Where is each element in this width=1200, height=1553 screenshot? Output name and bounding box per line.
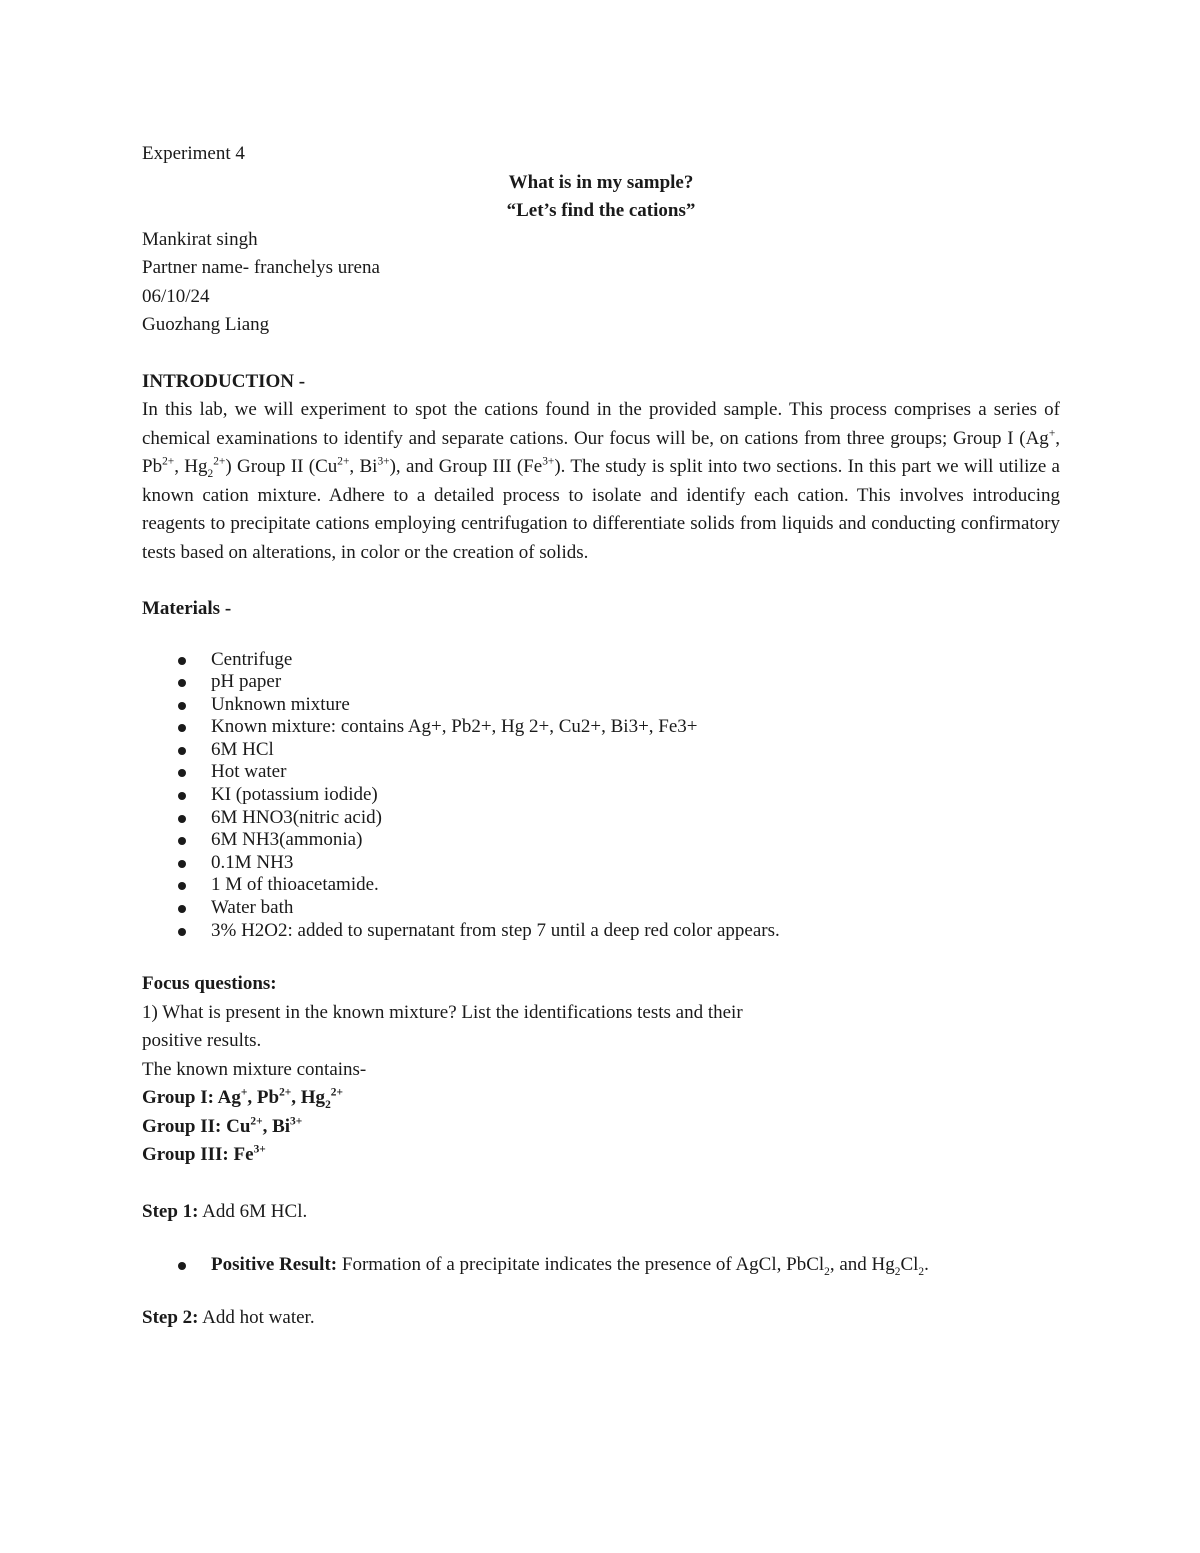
list-item: 6M NH3(ammonia): [142, 829, 1060, 852]
group-3-cations: Group III: $Fe^{3+}$: [142, 1143, 266, 1166]
bullet-icon: [178, 815, 186, 823]
bullet-icon: [178, 905, 186, 913]
document-page: [142, 140, 1060, 1333]
bullet-icon: [178, 882, 186, 890]
list-item: Unknown mixture: [142, 694, 1060, 717]
bullet-icon: [178, 747, 186, 755]
list-item: Positive Result: Formation of a precipitate indicates the presence of AgCl, PbCl$_2$, and $Hg_2Cl_2$.: [142, 1251, 1060, 1279]
list-item: Water bath: [142, 897, 1060, 920]
list-item: Known mixture: contains Ag+, Pb2+, Hg 2+, Cu2+, Bi3+, Fe3+: [142, 716, 1060, 739]
partner-name: Partner name- franchelys urena: [142, 257, 380, 278]
list-item: Centrifuge: [142, 649, 1060, 672]
introduction-paragraph: In this lab, we will experiment to spot the cations found in the provided sample. This process comprises a series of chemical examinations to identify and separate cations. Our focus will be, on cations from three groups; Group I (Ag+, $Pb^{2+}$, $Hg_2^{2+}$) Group II ($Cu^{2+}$, $Bi^{3+}$), and Group III $(Fe^{3+})$. The study is split into two sections. In this part we will utilize a known cation mixture. Adhere to a detailed process to isolate and identify each cation. This involves introducing reagents to precipitate cations employing centrifugation to differentiate solids from liquids and conducting confirmatory tests based on alterations, in color or the creation of solids.: [142, 399, 1060, 563]
step-1-results: [142, 1251, 1060, 1279]
bullet-icon: [178, 928, 186, 936]
spacer: [142, 340, 1060, 368]
bullet-icon: [178, 837, 186, 845]
spacer: [142, 1226, 1060, 1251]
bullet-icon: [178, 702, 186, 710]
spacer: [142, 624, 1060, 649]
bullet-icon: [178, 1262, 186, 1270]
question-1-line-1: 1) What is present in the known mixture? List the identifications tests and their: [142, 1001, 743, 1023]
experiment-number: Experiment 4: [142, 143, 245, 164]
materials-list: [142, 649, 1060, 943]
list-item: Hot water: [142, 761, 1060, 784]
list-item: 6M HNO3(nitric acid): [142, 807, 1060, 830]
spacer: [142, 942, 1060, 970]
introduction-heading: INTRODUCTION -: [142, 370, 306, 392]
instructor-name: Guozhang Liang: [142, 314, 270, 335]
list-item: 3% H2O2: added to supernatant from step 7 until a deep red color appears.: [142, 920, 1060, 943]
author-name: Mankirat singh: [142, 228, 258, 250]
list-item: 6M HCl: [142, 739, 1060, 762]
bullet-icon: [178, 679, 186, 687]
list-item: 0.1M NH3: [142, 852, 1060, 875]
step-2: Step 2: Add hot water.: [142, 1307, 315, 1329]
spacer: [142, 567, 1060, 595]
materials-heading: Materials -: [142, 598, 232, 619]
bullet-icon: [178, 860, 186, 868]
known-mixture-contains: The known mixture contains-: [142, 1058, 367, 1080]
step-1: Step 1: Add 6M HCl.: [142, 1200, 308, 1222]
group-1-cations: Group I: Ag+, $Pb^{2+}$, $Hg_2^{2+}$: [142, 1086, 343, 1112]
focus-questions-heading: Focus questions:: [142, 973, 277, 995]
list-item: pH paper: [142, 671, 1060, 694]
bullet-icon: [178, 792, 186, 800]
document-title: What is in my sample?: [508, 171, 694, 193]
spacer: [142, 1170, 1060, 1198]
bullet-icon: [178, 769, 186, 777]
bullet-icon: [178, 657, 186, 665]
list-item: KI (potassium iodide): [142, 784, 1060, 807]
question-1-line-2: positive results.: [142, 1030, 262, 1052]
spacer: [142, 1279, 1060, 1304]
report-date: 06/10/24: [142, 285, 210, 307]
bullet-icon: [178, 724, 186, 732]
group-2-cations: Group II: $Cu^{2+}$, $Bi^{3+}$: [142, 1115, 303, 1137]
document-subtitle: “Let’s find the cations”: [506, 200, 696, 221]
list-item: 1 M of thioacetamide.: [142, 874, 1060, 897]
